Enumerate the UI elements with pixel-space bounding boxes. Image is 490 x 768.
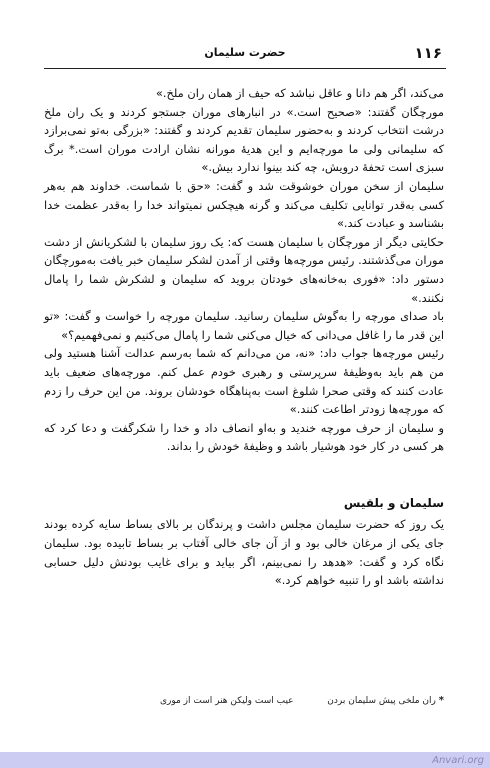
section-heading: سلیمان و بلقیس [343, 495, 444, 510]
footnote-verse-first: ران ملخی پیش سلیمان بردن [327, 696, 436, 706]
footnote-verse-second: عیب است ولیکن هنر است از موری [159, 696, 294, 706]
page-number: ۱۱۶ [414, 44, 442, 62]
site-watermark: Anvari.org [432, 755, 484, 766]
running-title: حضرت سلیمان [204, 46, 286, 59]
footer-bar [0, 752, 490, 768]
paragraph: باد صدای مورچه را به‌گوش سلیمان رسانید. سلیمان مورچه را خواست و گفت: «تو این قدر ما را غافل می‌دانی که خیال می‌کنی شما را پامال می‌کنیم و نمی‌فهمیم؟» [44, 309, 444, 342]
body-text [44, 84, 444, 590]
paragraph: سلیمان از سخن موران خوشوقت شد و گفت: «حق با شماست. خداوند هم به‌هر کسی به‌قدر توانایی تکلیف می‌کند و گرنه هیچکس نمیتواند خدا را به‌قدر عظمت خدا بشناسد و عبادت کند.» [44, 178, 444, 231]
paragraph: حکایتی دیگر از مورچگان با سلیمان هست که: یک روز سلیمان با لشکریانش از دشت موران می‌گذشتند. رئیس مورچه‌ها وقتی از آمدن لشکر سلیمان خبر یافت به‌مورچگان دستور داد: «فوری به‌خانه‌های خودتان بروید که سلیمان و لشکرش شما را پامال نکنند.» [44, 234, 444, 305]
paragraph: و سلیمان از حرف مورچه خندید و به‌او انصاف داد و خدا را شکرگفت و دعا کرد که هر کسی در کار خود هوشیار باشد و وظیفهٔ خودش را بداند. [44, 420, 444, 454]
header-rule [44, 68, 446, 69]
paragraph: رئیس مورچه‌ها جواب داد: «نه، من می‌دانم که شما به‌رسم عدالت آشنا هستید ولی من هم باید به‌وظیفهٔ سرپرستی و رهبری خودم عمل کنم. مورچه‌های ضعیف باید عادت کنند که وقتی صحرا شلوغ است به‌پناهگاه خودشان بروند. من این حرف را زدم که مورچه‌ها زودتر اطاعت کنند.» [44, 346, 444, 417]
footnote [44, 694, 444, 708]
paragraph: یک روز که حضرت سلیمان مجلس داشت و پرندگان بر بالای بساط سایه کرده بودند جای یکی از مرغان خالی بود و از آن جای خالی آفتاب بر بساط تابیده بود. سلیمان نگاه کرد و گفت: «هدهد را نمی‌بینم، اگر بیاید و برای غایب بودنش دلیل حسابی نداشته باشد او را تنبیه خواهم کرد.» [44, 517, 444, 588]
page-header [44, 44, 446, 66]
paragraph: می‌کند، اگر هم دانا و عاقل نباشد که حیف از همان ران ملخ.» [155, 86, 444, 100]
paragraph: مورچگان گفتند: «صحیح است.» در انبارهای موران جستجو کردند و یک ران ملخ درشت انتخاب کردند و به‌حضور سلیمان تقدیم کردند و گفتند: «بزرگی به‌تو نمی‌برازد که سلیمانی ولی ما مورچه‌ایم و این هدیهٔ مورانه نشان ارادت موران است.* برگ سبزی است تحفهٔ درویش، چه کند بینوا ندارد بیش.» [44, 104, 444, 175]
footnote-marker: * [438, 695, 444, 706]
